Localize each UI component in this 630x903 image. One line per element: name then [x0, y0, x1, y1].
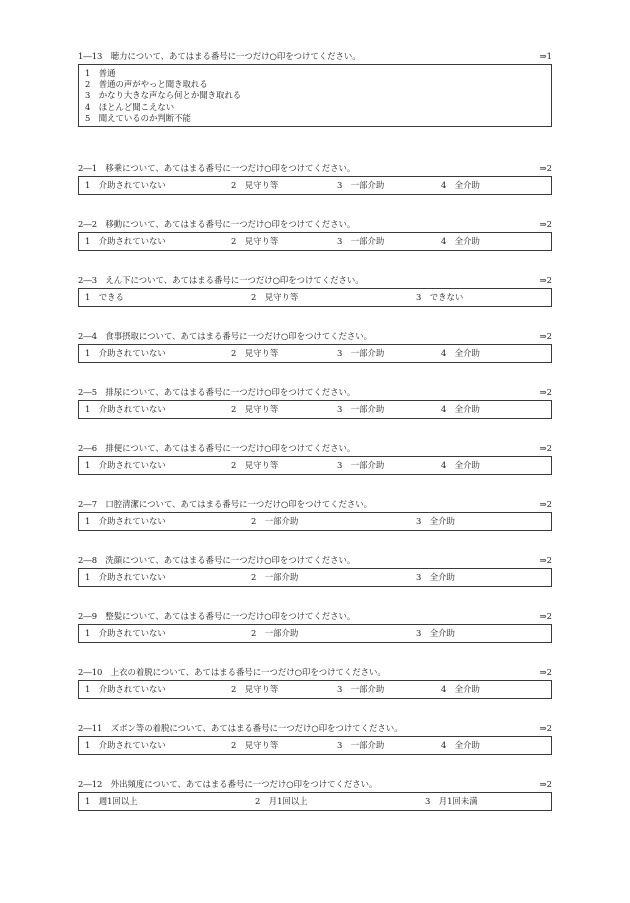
- next-page-marker: ⇒2: [539, 163, 552, 173]
- next-page-marker: ⇒2: [539, 331, 552, 341]
- question-header: [78, 162, 552, 174]
- answer-option-2[interactable]: 2 普通の声がやっと聞き取れる: [85, 79, 208, 90]
- question-2-11: [78, 722, 552, 755]
- answer-option-1[interactable]: 1 介助されていない: [85, 404, 166, 414]
- answer-option-2[interactable]: 2 見守り等: [231, 348, 279, 358]
- next-page-marker: ⇒1: [539, 51, 552, 61]
- answer-option-2[interactable]: 2 見守り等: [231, 460, 279, 470]
- answer-option-2[interactable]: 2 見守り等: [231, 740, 279, 750]
- answer-option-5[interactable]: 5 聞えているのか判断不能: [85, 112, 191, 123]
- answer-option-1[interactable]: 1 介助されていない: [85, 684, 166, 694]
- answer-option-4[interactable]: 4 全介助: [441, 740, 480, 750]
- question-header: [78, 330, 552, 342]
- answer-box: [78, 288, 552, 307]
- answer-option-1[interactable]: 1 介助されていない: [85, 180, 166, 190]
- answer-option-3[interactable]: 3 全介助: [416, 516, 455, 526]
- question-title: 2―4 食事摂取について、あてはまる番号に一つだけ○印をつけてください。: [78, 331, 373, 341]
- next-page-marker: ⇒2: [539, 387, 552, 397]
- next-page-marker: ⇒2: [539, 667, 552, 677]
- next-page-marker: ⇒2: [539, 779, 552, 789]
- question-header: [78, 722, 552, 734]
- answer-option-3[interactable]: 3 一部介助: [337, 348, 385, 358]
- answer-option-3[interactable]: 3 一部介助: [337, 460, 385, 470]
- answer-box: [78, 344, 552, 363]
- question-2-12: [78, 778, 552, 811]
- question-header: [78, 554, 552, 566]
- answer-option-2[interactable]: 2 一部介助: [251, 516, 299, 526]
- answer-option-3[interactable]: 3 かなり大きな声なら何とか聞き取れる: [85, 90, 242, 101]
- question-2-9: [78, 610, 552, 643]
- answer-box: [78, 232, 552, 251]
- answer-box: [78, 680, 552, 699]
- answer-box: [78, 456, 552, 475]
- answer-option-4[interactable]: 4 全介助: [441, 404, 480, 414]
- answer-option-3[interactable]: 3 全介助: [416, 572, 455, 582]
- question-2-6: [78, 442, 552, 475]
- question-2-2: [78, 218, 552, 251]
- question-title: 1―13 聴力について、あてはまる番号に一つだけ○印をつけてください。: [78, 51, 361, 61]
- answer-option-1[interactable]: 1 介助されていない: [85, 572, 166, 582]
- question-2-4: [78, 330, 552, 363]
- question-header: [78, 218, 552, 230]
- answer-option-4[interactable]: 4 全介助: [441, 348, 480, 358]
- answer-option-2[interactable]: 2 月1回以上: [255, 796, 308, 806]
- question-header: [78, 386, 552, 398]
- question-header: [78, 498, 552, 510]
- question-header: [78, 442, 552, 454]
- answer-option-1[interactable]: 1 介助されていない: [85, 628, 166, 638]
- answer-option-3[interactable]: 3 一部介助: [337, 180, 385, 190]
- question-1-13: [78, 50, 552, 127]
- answer-option-3[interactable]: 3 できない: [416, 292, 464, 302]
- question-title: 2―6 排便について、あてはまる番号に一つだけ○印をつけてください。: [78, 443, 356, 453]
- answer-option-1[interactable]: 1 できる: [85, 292, 124, 302]
- answer-option-1[interactable]: 1 普通: [85, 68, 116, 78]
- question-header: [78, 666, 552, 678]
- answer-option-1[interactable]: 1 介助されていない: [85, 348, 166, 358]
- question-2-8: [78, 554, 552, 587]
- answer-option-3[interactable]: 3 全介助: [416, 628, 455, 638]
- question-2-1: [78, 162, 552, 195]
- question-title: 2―2 移動について、あてはまる番号に一つだけ○印をつけてください。: [78, 219, 356, 229]
- answer-option-4[interactable]: 4 全介助: [441, 236, 480, 246]
- question-2-10: [78, 666, 552, 699]
- question-title: 2―10 上衣の着脱について、あてはまる番号に一つだけ○印をつけてください。: [78, 667, 386, 677]
- question-2-3: [78, 274, 552, 307]
- question-header: [78, 778, 552, 790]
- answer-option-4[interactable]: 4 ほとんど聞こえない: [85, 101, 175, 112]
- answer-option-3[interactable]: 3 一部介助: [337, 404, 385, 414]
- question-title: 2―8 洗顔について、あてはまる番号に一つだけ○印をつけてください。: [78, 555, 356, 565]
- question-title: 2―1 移乗について、あてはまる番号に一つだけ○印をつけてください。: [78, 163, 356, 173]
- question-header: [78, 274, 552, 286]
- answer-option-2[interactable]: 2 見守り等: [231, 684, 279, 694]
- answer-option-2[interactable]: 2 見守り等: [231, 404, 279, 414]
- next-page-marker: ⇒2: [539, 723, 552, 733]
- question-title: 2―9 整髪について、あてはまる番号に一つだけ○印をつけてください。: [78, 611, 356, 621]
- answer-option-3[interactable]: 3 月1回未満: [425, 796, 478, 806]
- next-page-marker: ⇒2: [539, 219, 552, 229]
- question-2-7: [78, 498, 552, 531]
- answer-option-1[interactable]: 1 介助されていない: [85, 460, 166, 470]
- question-title: 2―7 口腔清潔について、あてはまる番号に一つだけ○印をつけてください。: [78, 499, 373, 509]
- answer-option-2[interactable]: 2 見守り等: [231, 236, 279, 246]
- answer-box: [78, 624, 552, 643]
- answer-box: [78, 400, 552, 419]
- next-page-marker: ⇒2: [539, 555, 552, 565]
- answer-box: [78, 792, 552, 811]
- question-header: [78, 610, 552, 622]
- answer-option-4[interactable]: 4 全介助: [441, 460, 480, 470]
- answer-option-3[interactable]: 3 一部介助: [337, 236, 385, 246]
- answer-option-4[interactable]: 4 全介助: [441, 180, 480, 190]
- answer-option-2[interactable]: 2 見守り等: [251, 292, 299, 302]
- answer-option-1[interactable]: 1 週1回以上: [85, 796, 138, 806]
- question-title: 2―12 外出頻度について、あてはまる番号に一つだけ○印をつけてください。: [78, 779, 378, 789]
- answer-option-1[interactable]: 1 介助されていない: [85, 236, 166, 246]
- answer-box: [78, 176, 552, 195]
- answer-option-2[interactable]: 2 見守り等: [231, 180, 279, 190]
- answer-option-1[interactable]: 1 介助されていない: [85, 740, 166, 750]
- next-page-marker: ⇒2: [539, 275, 552, 285]
- answer-option-4[interactable]: 4 全介助: [441, 684, 480, 694]
- next-page-marker: ⇒2: [539, 443, 552, 453]
- next-page-marker: ⇒2: [539, 499, 552, 509]
- answer-box: [78, 64, 552, 127]
- question-2-5: [78, 386, 552, 419]
- answer-option-1[interactable]: 1 介助されていない: [85, 516, 166, 526]
- answer-option-3[interactable]: 3 一部介助: [337, 684, 385, 694]
- answer-box: [78, 512, 552, 531]
- answer-option-2[interactable]: 2 一部介助: [251, 628, 299, 638]
- question-title: 2―3 えん下について、あてはまる番号に一つだけ○印をつけてください。: [78, 275, 364, 285]
- question-title: 2―11 ズボン等の着脱について、あてはまる番号に一つだけ○印をつけてください。: [78, 723, 403, 733]
- question-header: [78, 50, 552, 62]
- answer-option-2[interactable]: 2 一部介助: [251, 572, 299, 582]
- next-page-marker: ⇒2: [539, 611, 552, 621]
- question-title: 2―5 排尿について、あてはまる番号に一つだけ○印をつけてください。: [78, 387, 356, 397]
- answer-option-3[interactable]: 3 一部介助: [337, 740, 385, 750]
- answer-box: [78, 568, 552, 587]
- answer-box: [78, 736, 552, 755]
